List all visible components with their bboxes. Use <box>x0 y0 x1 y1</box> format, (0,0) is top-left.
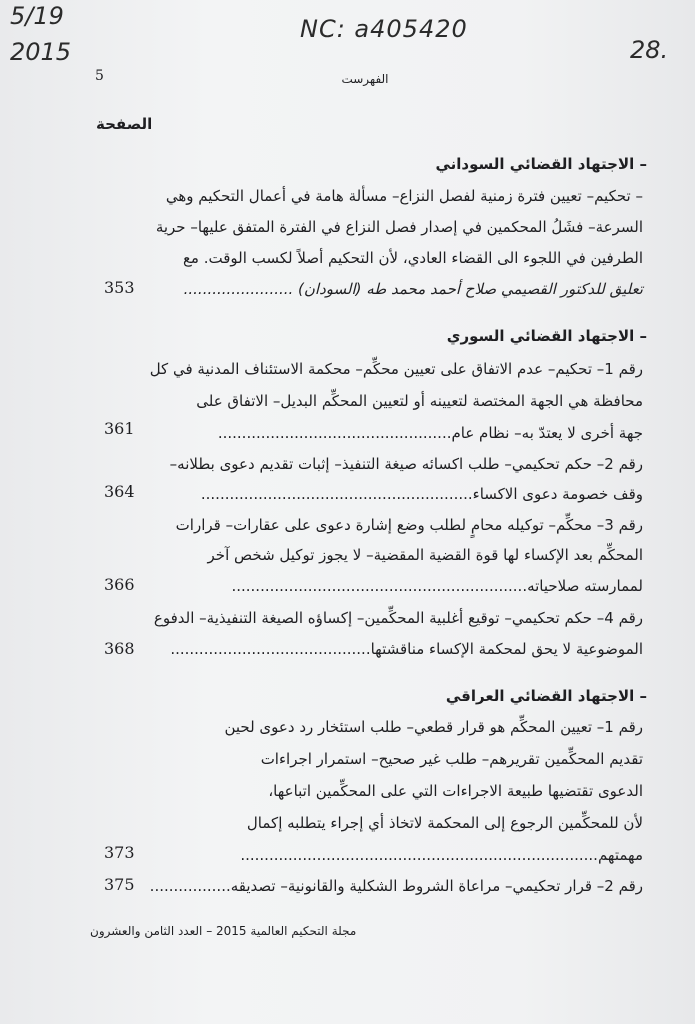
toc-line: تقديم المحكِّمين تقريرهم– طلب غير صحيح– استمرار اجراءات <box>260 750 643 768</box>
page-ref: 368 <box>104 639 135 658</box>
handwritten-date: 5/19 <box>10 2 64 30</box>
toc-line: جهة أخرى لا يعتدّ به– نظام عام................................................. <box>217 424 643 442</box>
handwritten-reference: NC: a405420 <box>300 15 468 43</box>
toc-line: مهمتهم........................................................................... <box>240 846 643 864</box>
toc-line: محافظة هي الجهة المختصة لتعيينه أو لتعيين المحكِّم البديل– الاتفاق على <box>196 392 643 410</box>
section-heading-iraq: – الاجتهاد القضائي العراقي <box>445 687 647 705</box>
toc-line: السرعة– فشَلُ المحكمين في إصدار فصل النزاع في الفترة المتفق عليها– حرية <box>155 218 643 236</box>
handwritten-year: 2015 <box>10 38 72 66</box>
toc-line: لممارسته صلاحياته.............................................................. <box>231 577 643 595</box>
toc-line: رقم 1– تحكيم– عدم الاتفاق على تعيين محكِّم– محكمة الاستئناف المدنية في كل <box>149 360 643 378</box>
page-number: 5 <box>95 68 104 84</box>
page-ref: 373 <box>104 843 135 862</box>
toc-line: المحكِّم بعد الإكساء لها قوة القضية المقضية– لا يجوز توكيل شخص آخر <box>207 546 643 564</box>
toc-line: رقم 2– قرار تحكيمي– مراعاة الشروط الشكلية والقانونية– تصديقه................. <box>149 877 643 895</box>
toc-line: الطرفين في اللجوء الى القضاء العادي، لأن التحكيم أصلاً لكسب الوقت. مع <box>182 249 643 267</box>
page-ref: 375 <box>104 875 135 894</box>
toc-line: الدعوى تقتضيها طبيعة الاجراءات التي على المحكِّمين اتباعها، <box>268 782 643 800</box>
page-footer: مجلة التحكيم العالمية 2015 – العدد الثامن والعشرون <box>90 924 357 938</box>
page-ref: 366 <box>104 575 135 594</box>
toc-line: تعليق للدكتور القصيمي صلاح أحمد محمد طه (السودان) ....................... <box>183 280 643 298</box>
handwritten-corner-number: 28. <box>630 36 669 64</box>
page-ref: 361 <box>104 419 135 438</box>
toc-line: رقم 2– حكم تحكيمي– طلب اكسائه صيغة التنفيذ– إثبات تقديم دعوى بطلانه– <box>169 455 643 473</box>
page-column-heading: الصفحة <box>96 115 153 133</box>
running-head: الفهرست <box>341 72 389 86</box>
toc-line: رقم 4– حكم تحكيمي– توقيع أغلبية المحكِّمين– إكساؤه الصيغة التنفيذية– الدفوع <box>153 609 643 627</box>
page-ref: 364 <box>104 482 135 501</box>
toc-line: لأن للمحكِّمين الرجوع إلى المحكمة لاتخاذ أي إجراء يتطلبه إكمال <box>246 814 643 832</box>
toc-line: رقم 1– تعيين المحكِّم هو قرار قطعي– طلب استئخار رد دعوى لحين <box>224 718 643 736</box>
toc-line: وقف خصومة دعوى الاكساء......................................................... <box>200 485 643 503</box>
toc-line: الموضوعية لا يحق لمحكمة الإكساء مناقشتها.......................................... <box>170 640 643 658</box>
toc-line: رقم 3– محكِّم– توكيله محامٍ لطلب وضع إشارة دعوى على عقارات– قرارات <box>175 516 643 534</box>
toc-line: – تحكيم– تعيين فترة زمنية لفصل النزاع– مسألة هامة في أعمال التحكيم وهي <box>165 187 643 205</box>
page-ref: 353 <box>104 278 135 297</box>
section-heading-sudan: – الاجتهاد القضائي السوداني <box>435 155 647 173</box>
section-heading-syria: – الاجتهاد القضائي السوري <box>446 327 647 345</box>
